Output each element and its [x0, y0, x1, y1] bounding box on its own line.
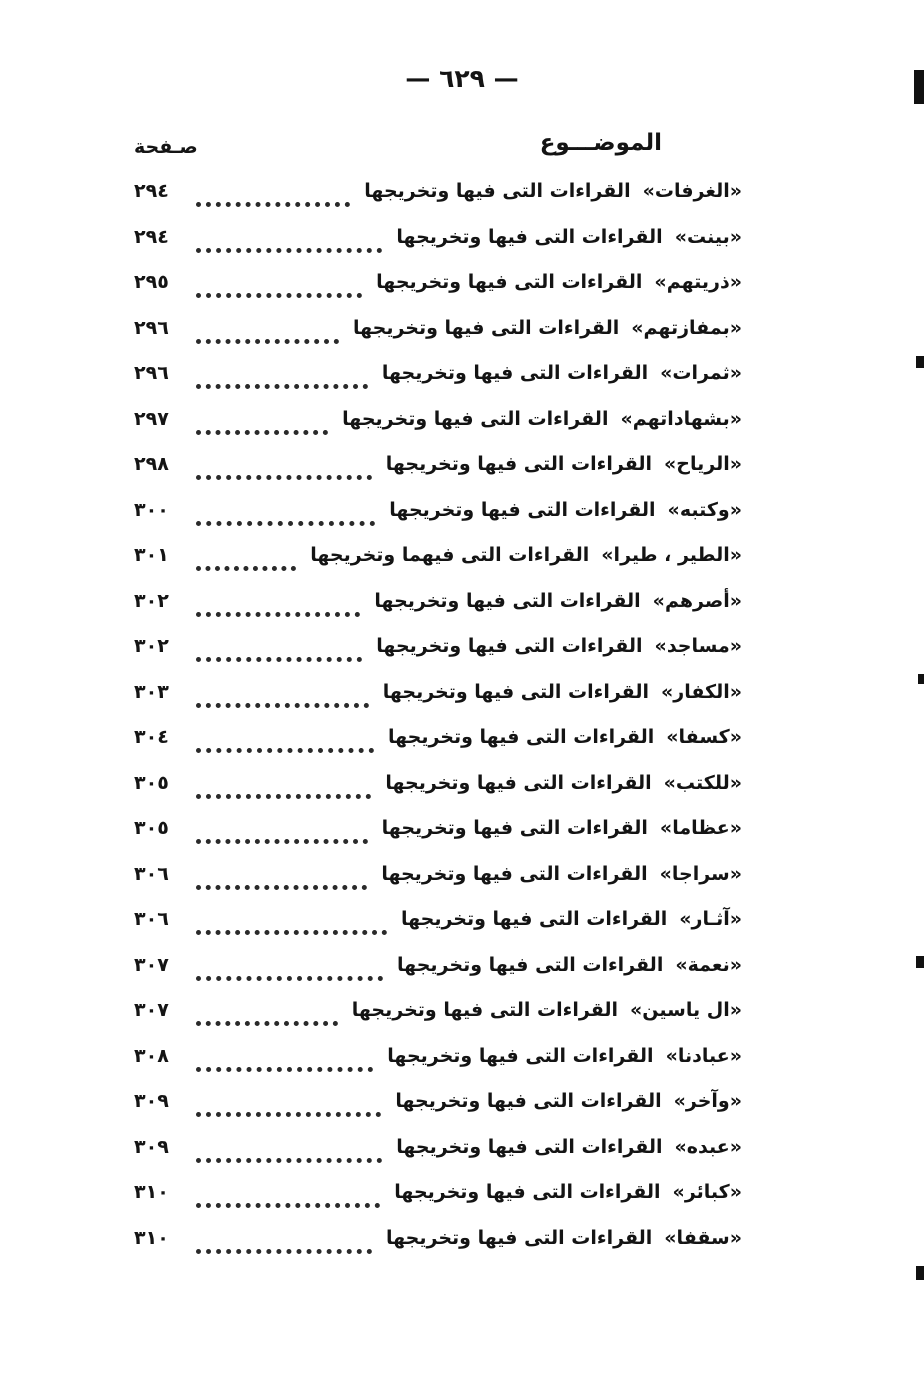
entry-word: «كبائر»	[672, 1181, 742, 1203]
entry-text: القراءات التى فيها وتخريجها	[400, 908, 668, 930]
entry-text: القراءات التى فيها وتخريجها	[376, 271, 643, 293]
entry-word: «وآخر»	[673, 1090, 742, 1112]
leader-dots	[196, 285, 362, 298]
entry-page: ٣٠٦	[134, 908, 169, 930]
entry-title	[310, 544, 742, 566]
toc-entry	[0, 309, 924, 355]
entry-word: «عظاما»	[659, 817, 742, 839]
entry-word: «مساجد»	[654, 635, 742, 657]
entry-page: ٣٠٣	[134, 680, 169, 703]
entry-page: ٢٩٤	[134, 180, 169, 202]
leader-dots	[196, 786, 371, 799]
entry-word: «سراجا»	[659, 862, 742, 885]
entry-title	[386, 453, 742, 475]
toc-entry	[0, 263, 924, 309]
entry-title	[386, 1227, 742, 1249]
leader-dots	[196, 831, 368, 844]
entry-page: ٢٩٥	[134, 271, 169, 293]
entry-text: القراءات التى فيها وتخريجها	[385, 453, 653, 475]
entry-word: «الرياح»	[664, 453, 742, 475]
leader-dots	[196, 649, 362, 662]
entry-word: «بشهاداتهم»	[620, 407, 742, 430]
scan-edge-mark	[916, 356, 924, 368]
entry-word: «للكتب»	[663, 771, 742, 794]
entry-word: «عبادنا»	[665, 1044, 742, 1067]
subject-column-label: الموضـــوع	[539, 130, 662, 156]
page-number: — ٦٢٩ —	[405, 64, 519, 93]
entry-page: ٣٠٥	[134, 771, 169, 794]
entry-word: «نعمة»	[675, 953, 742, 976]
toc-entry	[0, 1128, 924, 1174]
entry-title	[396, 1136, 742, 1158]
entry-title	[381, 863, 742, 885]
entry-page: ٢٩٤	[134, 225, 169, 248]
entry-text: القراءات التى فيها وتخريجها	[387, 726, 655, 748]
toc-entry	[0, 900, 924, 946]
entry-page: ٣١٠	[134, 1181, 169, 1203]
entry-text: القراءات التى فيها وتخريجها	[387, 1044, 654, 1067]
toc-entry	[0, 400, 924, 446]
entry-text: القراءات التى فيها وتخريجها	[351, 999, 619, 1021]
entry-word: «الكفار»	[661, 680, 742, 703]
entry-text: القراءات التى فيها وتخريجها	[382, 680, 649, 703]
toc-list	[0, 172, 924, 1264]
entry-text: القراءات التى فيها وتخريجها	[396, 1135, 663, 1158]
toc-entry	[0, 991, 924, 1037]
table-header	[0, 130, 924, 170]
entry-text: القراءات التى فيها وتخريجها	[394, 1181, 661, 1203]
entry-page: ٣٠٩	[134, 1135, 169, 1158]
scan-edge-mark	[914, 70, 924, 104]
entry-title	[383, 681, 742, 703]
entry-title	[342, 408, 742, 430]
toc-entry	[0, 764, 924, 810]
toc-entry	[0, 673, 924, 719]
entry-text: القراءات التى فيها وتخريجها	[396, 225, 663, 248]
scan-edge-mark	[918, 674, 924, 684]
toc-entry	[0, 218, 924, 264]
entry-page: ٣٠٧	[134, 953, 169, 976]
entry-text: القراءات التى فيها وتخريجها	[342, 407, 609, 430]
leader-dots	[196, 376, 368, 389]
entry-text: القراءات التى فيهما وتخريجها	[310, 544, 590, 566]
entry-title	[382, 817, 742, 839]
entry-page: ٣٠٢	[134, 589, 169, 612]
entry-text: القراءات التى فيها وتخريجها	[397, 953, 664, 976]
toc-entry	[0, 491, 924, 537]
entry-text: القراءات التى فيها وتخريجها	[364, 180, 631, 202]
entry-page: ٣٠٥	[134, 817, 169, 839]
entry-word: «سقفا»	[664, 1226, 742, 1249]
toc-entry	[0, 946, 924, 992]
entry-text: القراءات التى فيها وتخريجها	[386, 1226, 653, 1249]
toc-entry	[0, 536, 924, 582]
leader-dots	[196, 194, 350, 207]
entry-title	[376, 635, 742, 657]
leader-dots	[196, 513, 375, 526]
entry-title	[394, 1181, 742, 1203]
entry-title	[396, 226, 742, 248]
entry-page: ٣٠٦	[134, 862, 169, 885]
scan-edge-mark	[916, 1266, 924, 1280]
entry-title	[389, 499, 742, 521]
entry-text: القراءات التى فيها وتخريجها	[381, 862, 648, 885]
entry-text: القراءات التى فيها وتخريجها	[385, 771, 652, 794]
entry-text: القراءات التى فيها وتخريجها	[381, 362, 649, 384]
entry-title	[395, 1090, 742, 1112]
entry-page: ٢٩٦	[134, 316, 169, 339]
entry-page: ٣١٠	[134, 1226, 169, 1249]
page-column-label: صـفحة	[134, 136, 198, 158]
leader-dots	[196, 695, 369, 708]
leader-dots	[196, 1104, 381, 1117]
entry-title	[352, 999, 742, 1021]
entry-title	[388, 726, 742, 748]
entry-page: ٢٩٦	[134, 362, 169, 384]
entry-word: «بينت»	[674, 225, 742, 248]
entry-title	[385, 772, 742, 794]
leader-dots	[196, 240, 382, 253]
entry-title	[382, 362, 742, 384]
leader-dots	[196, 877, 367, 890]
entry-text: القراءات التى فيها وتخريجها	[389, 498, 656, 521]
toc-entry	[0, 1219, 924, 1265]
entry-text: القراءات التى فيها وتخريجها	[376, 635, 643, 657]
entry-title	[387, 1045, 742, 1067]
leader-dots	[196, 740, 374, 753]
leader-dots	[196, 558, 296, 571]
toc-entry	[0, 718, 924, 764]
entry-page: ٣٠٨	[134, 1044, 169, 1067]
entry-text: القراءات التى فيها وتخريجها	[352, 316, 620, 339]
entry-page: ٣٠٤	[134, 726, 169, 748]
toc-entry	[0, 1082, 924, 1128]
leader-dots	[196, 968, 383, 981]
entry-page: ٢٩٧	[134, 407, 169, 430]
entry-word: «أصرهم»	[652, 589, 742, 612]
entry-title	[353, 317, 742, 339]
entry-title	[376, 271, 742, 293]
entry-word: «عبده»	[674, 1135, 742, 1158]
leader-dots	[196, 1241, 372, 1254]
leader-dots	[196, 467, 372, 480]
entry-page: ٣٠١	[134, 544, 169, 566]
entry-text: القراءات التى فيها وتخريجها	[374, 589, 641, 612]
leader-dots	[196, 1150, 382, 1163]
entry-title	[364, 180, 742, 202]
leader-dots	[196, 922, 387, 935]
entry-word: «الغرفات»	[642, 180, 742, 202]
leader-dots	[196, 1059, 373, 1072]
entry-text: القراءات التى فيها وتخريجها	[395, 1090, 662, 1112]
entry-page: ٢٩٨	[134, 453, 169, 475]
toc-entry	[0, 1037, 924, 1083]
toc-entry	[0, 445, 924, 491]
leader-dots	[196, 1013, 338, 1026]
entry-page: ٣٠٩	[134, 1090, 169, 1112]
entry-word: «ثمرات»	[660, 362, 742, 384]
toc-entry	[0, 809, 924, 855]
leader-dots	[196, 422, 328, 435]
entry-word: «كسفا»	[666, 726, 742, 748]
toc-entry	[0, 354, 924, 400]
toc-entry	[0, 1173, 924, 1219]
leader-dots	[196, 1195, 380, 1208]
toc-entry	[0, 855, 924, 901]
toc-entry	[0, 172, 924, 218]
scan-edge-mark	[916, 956, 924, 968]
entry-page: ٣٠٧	[134, 999, 169, 1021]
entry-word: «وكتبه»	[667, 498, 742, 521]
entry-title	[401, 908, 742, 930]
toc-entry	[0, 582, 924, 628]
entry-word: «ال ياسين»	[630, 999, 742, 1021]
leader-dots	[196, 604, 360, 617]
entry-word: «الطير ، طيرا»	[601, 544, 742, 566]
entry-page: ٣٠٠	[134, 498, 169, 521]
entry-text: القراءات التى فيها وتخريجها	[381, 817, 648, 839]
entry-title	[374, 590, 742, 612]
entry-page: ٣٠٢	[134, 635, 169, 657]
entry-title	[397, 954, 742, 976]
entry-word: «آثـار»	[679, 908, 742, 930]
leader-dots	[196, 331, 339, 344]
entry-word: «ذريتهم»	[654, 271, 742, 293]
entry-word: «بمفازتهم»	[631, 316, 742, 339]
toc-entry	[0, 627, 924, 673]
